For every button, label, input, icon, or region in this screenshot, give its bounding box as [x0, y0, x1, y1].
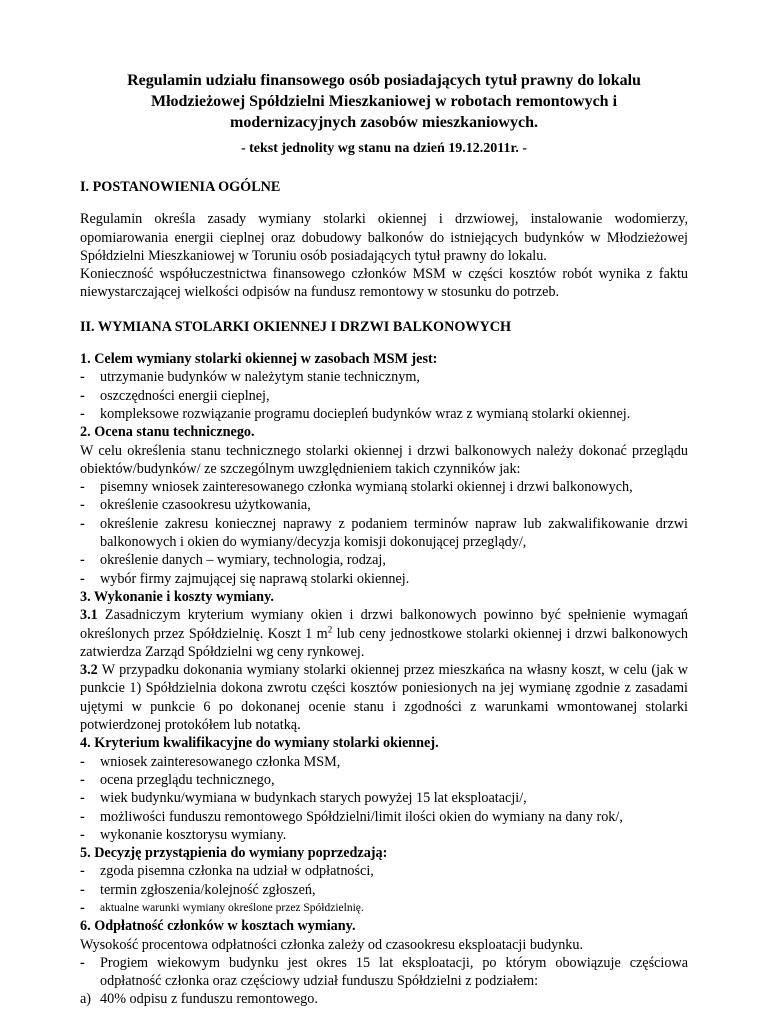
- list-item: - wykonanie kosztorysu wymiany.: [80, 826, 287, 843]
- list-item: - wniosek zainteresowanego członka MSM,: [80, 753, 341, 770]
- document-subtitle: - tekst jednolity wg stanu na dzień 19.12.2011r. -: [240, 141, 528, 156]
- title-line-3: modernizacyjnych zasobów mieszkaniowych.: [230, 114, 538, 131]
- title-line-1: Regulamin udziału finansowego osób posiadających tytuł prawny do lokalu: [127, 72, 641, 89]
- subsection-3-1-paragraph: 3.1 Zasadniczym kryterium wymiany okien i drzwi balkonowych powinno być spełnienie wymagań określonych przez Spółdzielnię. Koszt 1 $m^2$ lub ceny jednostkowe stolarki okiennej i drzwi balkonowych zatwierdza Zarząd Spółdzielni wg ceny rynkowej.: [80, 607, 688, 660]
- list-item: - aktualne warunki wymiany określone przez Spółdzielnię.: [80, 899, 364, 916]
- list-item: - określenie danych – wymiary, technologia, rodzaj,: [80, 552, 386, 569]
- subsection-2-paragraph: W celu określenia stanu technicznego stolarki okiennej i drzwi balkonowych należy dokonać przeglądu obiektów/budynków/ ze szczególnym uwzględnieniem takich czynników jak:: [80, 442, 688, 477]
- subsection-6-paragraph: Wysokość procentowa odpłatności członka zależy od czasookresu eksploatacji budynku.: [80, 936, 584, 953]
- section-1-paragraph-2: Konieczność współuczestnictwa finansowego członków MSM w części kosztów robót wynika z faktu niewystarczającej wielkości odpisów na fundusz remontowy w stosunku do potrzeb.: [80, 266, 688, 301]
- subsection-2-heading: 2. Ocena stanu technicznego.: [80, 424, 255, 441]
- section-1-heading: I. POSTANOWIENIA OGÓLNE: [80, 179, 281, 195]
- subsection-5-heading: 5. Decyzję przystąpienia do wymiany poprzedzają:: [80, 845, 388, 862]
- subsection-6-heading: 6. Odpłatność członków w kosztach wymiany.: [80, 918, 356, 935]
- section-2-heading: II. WYMIANA STOLARKI OKIENNEJ I DRZWI BALKONOWYCH: [80, 318, 512, 335]
- list-item: - określenie czasookresu użytkowania,: [80, 497, 311, 514]
- subsection-3-2-paragraph: 3.2 W przypadku dokonania wymiany stolarki okiennej przez mieszkańca na własny koszt, w celu (jak w punkcie 1) Spółdzielnia dokona zwrotu części kosztów poniesionych na jej wymianę zgodnie z zasadami ujętymi w punkcie 6 po dokonanej ocenie stanu i zgodności z warunkami wmontowanej stolarki potwierdzonej protokółem lub notatką.: [80, 662, 688, 734]
- list-item-a: a) 40% odpisu z funduszu remontowego.: [80, 991, 318, 1008]
- list-item: - ocena przeglądu technicznego,: [80, 771, 275, 788]
- list-item: - pisemny wniosek zainteresowanego członka wymianą stolarki okiennej i drzwi balkonowych,: [80, 479, 633, 496]
- list-item: - wiek budynku/wymiana w budynkach starych powyżej 15 lat eksploatacji/,: [80, 790, 527, 807]
- section-1-paragraph-1: Regulamin określa zasady wymiany stolarki okiennej i drzwiowej, instalowanie wodomierzy, opomiarowania energii cieplnej oraz dobudowy balkonów do istniejących budynków w Młodzieżowej Spółdzielni Mieszkaniowej w Toruniu osób posiadających tytuł prawny do lokalu.: [80, 211, 688, 264]
- list-item: - Progiem wiekowym budynku jest okres 15 lat eksploatacji, po którym obowiązuje częściowa odpłatność członka oraz częściowy udział funduszu Spółdzielni z podziałem:: [80, 954, 688, 990]
- list-item: - zgoda pisemna członka na udział w odpłatności,: [80, 863, 374, 880]
- list-item: - utrzymanie budynków w należytym stanie technicznym,: [80, 369, 420, 386]
- title-line-2: Młodzieżowej Spółdzielni Mieszkaniowej w robotach remontowych i: [150, 93, 618, 110]
- subsection-1-heading: 1. Celem wymiany stolarki okiennej w zasobach MSM jest:: [80, 351, 438, 368]
- document-body: [80, 178, 688, 1009]
- list-item: - kompleksowe rozwiązanie programu dociepleń budynków wraz z wymianą stolarki okiennej.: [80, 405, 631, 422]
- list-item: - wybór firmy zajmującej się naprawą stolarki okiennej.: [80, 570, 410, 587]
- subsection-4-heading: 4. Kryterium kwalifikacyjne do wymiany stolarki okiennej.: [80, 735, 439, 752]
- list-item: - termin zgłoszenia/kolejność zgłoszeń,: [80, 881, 316, 898]
- list-item: - oszczędności energii cieplnej,: [80, 387, 270, 404]
- list-item: - określenie zakresu koniecznej naprawy z podaniem terminów napraw lub zakwalifikowanie drzwi balkonowych i okien do wymiany/decyzja komisji dokonującej przeglądy/,: [80, 515, 688, 551]
- document-title: [0, 70, 768, 133]
- list-item: - możliwości funduszu remontowego Spółdzielni/limit ilości okien do wymiany na dany rok/,: [80, 808, 623, 825]
- subsection-3-heading: 3. Wykonanie i koszty wymiany.: [80, 588, 274, 605]
